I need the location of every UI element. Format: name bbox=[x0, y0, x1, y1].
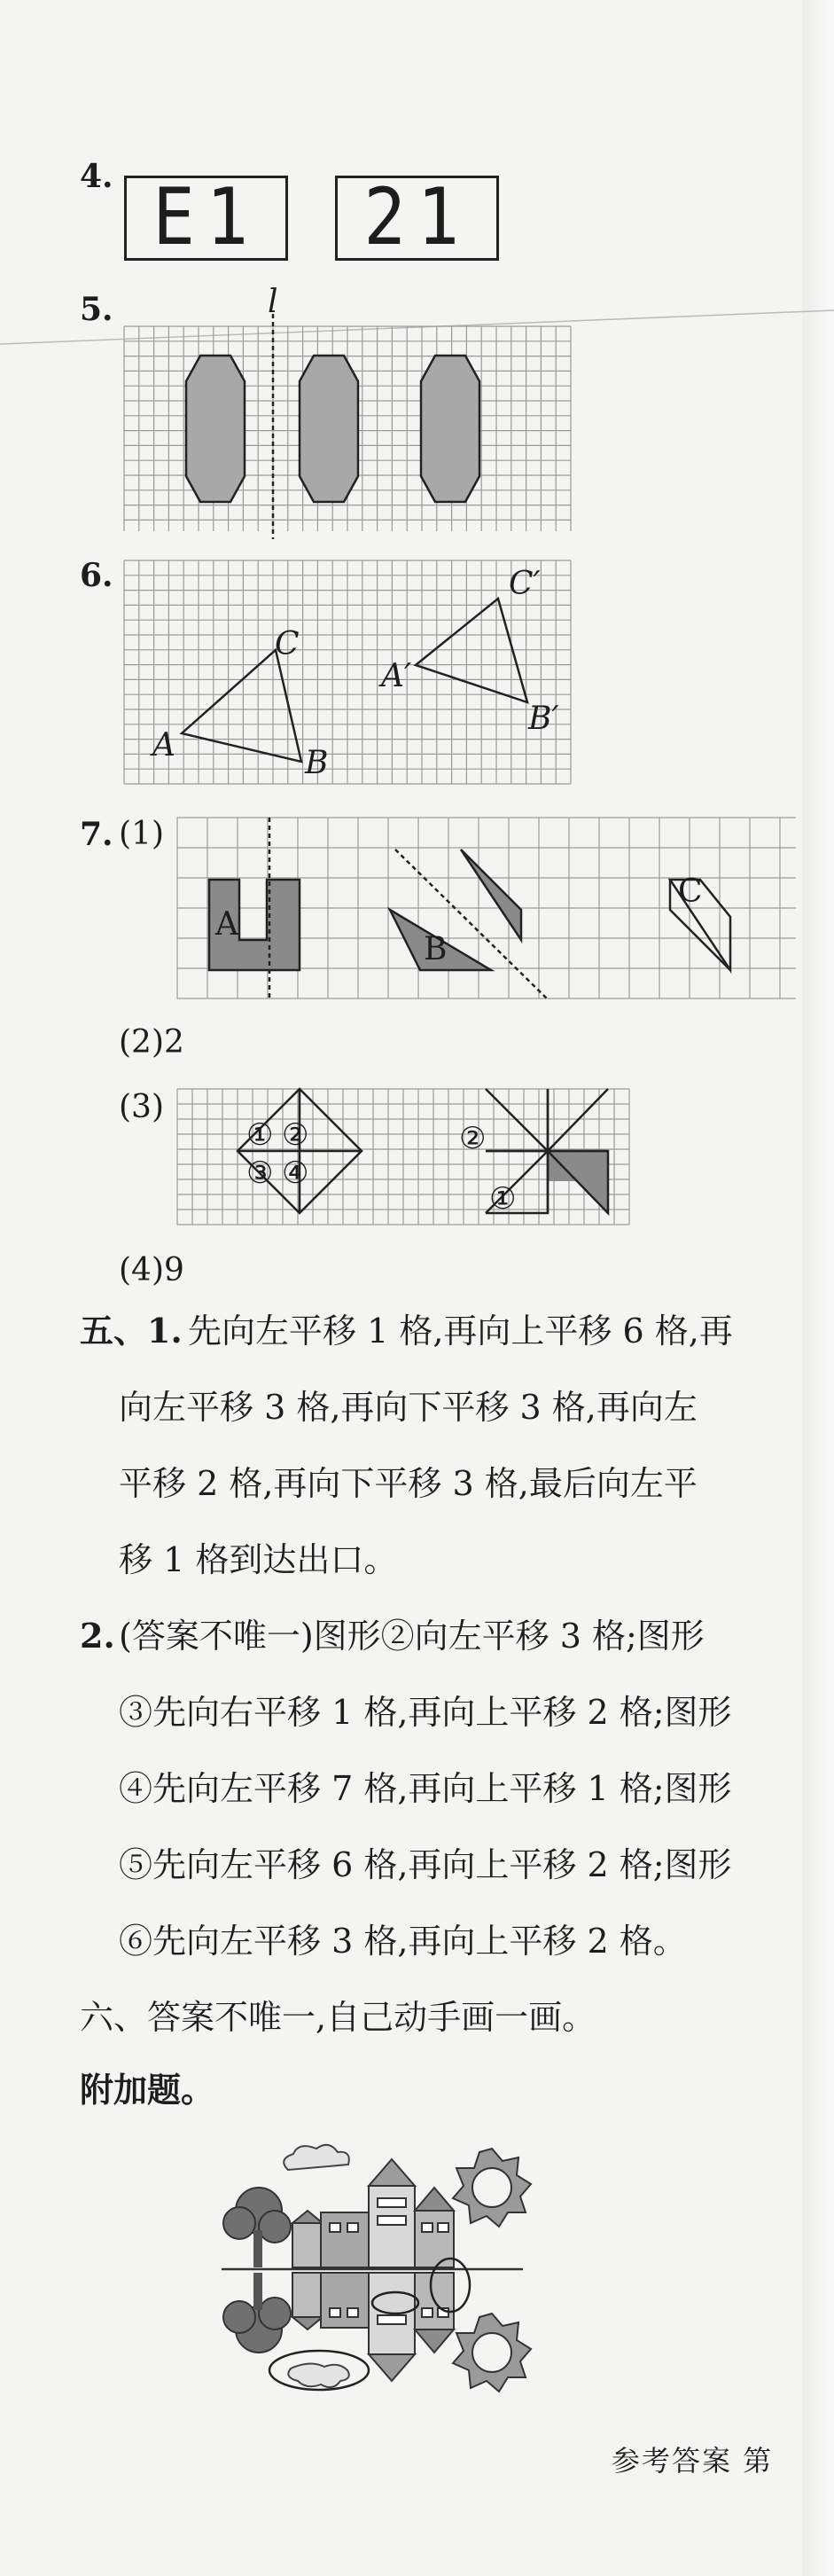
q5-grid bbox=[124, 326, 572, 535]
q7-part1-grid bbox=[177, 818, 802, 999]
q7-part3-label: (3) bbox=[119, 1089, 164, 1125]
q7-circled-1: ① bbox=[246, 1117, 274, 1153]
q6-label-B-prime: B′ bbox=[528, 701, 559, 737]
q7-circled-3: ③ bbox=[246, 1155, 274, 1191]
s5-heading: 五、1. bbox=[80, 1311, 183, 1351]
buildings-top bbox=[292, 2159, 454, 2267]
s6-text: 六、答案不唯一,自己动手画一画。 bbox=[80, 1998, 596, 2037]
s5-line-1: 先向左平移 1 格,再向上平移 6 格,再 bbox=[188, 1311, 733, 1351]
s5q2-line-5: ⑥先向左平移 3 格,再向上平移 2 格。 bbox=[119, 1922, 687, 1961]
tree-reflection bbox=[223, 2273, 291, 2353]
q5-number: 5. bbox=[80, 291, 113, 328]
q5-hexagon-middle bbox=[300, 356, 358, 502]
q6-label-B: B bbox=[305, 745, 329, 781]
q6-grid bbox=[124, 560, 572, 791]
q7-label-A: A bbox=[215, 906, 238, 943]
q5-hexagon-left bbox=[186, 356, 245, 502]
s5-line-3: 平移 2 格,再向下平移 3 格,最后向左平 bbox=[119, 1464, 698, 1503]
s5q2-line-1: (答案不唯一)图形②向左平移 3 格;图形 bbox=[119, 1617, 705, 1656]
q5-hexagon-right bbox=[421, 356, 479, 502]
s5q2-number: 2. bbox=[80, 1616, 115, 1656]
q7-part4-answer: (4)9 bbox=[119, 1252, 184, 1288]
page-footer: 参考答案 第 bbox=[612, 2444, 774, 2478]
q7-pinwheel-shaded-tri bbox=[548, 1151, 608, 1213]
q5-axis-label: l bbox=[268, 284, 278, 320]
q7-part3-grid bbox=[177, 1089, 629, 1226]
q6-triangle-a2b2c2 bbox=[416, 599, 527, 702]
cloud-top bbox=[284, 2145, 349, 2170]
tree-top bbox=[223, 2188, 291, 2267]
s5-line-2: 向左平移 3 格,再向下平移 3 格,再向左 bbox=[119, 1388, 698, 1427]
bonus-title: 附加题。 bbox=[80, 2070, 215, 2110]
q6-label-A: A bbox=[152, 727, 175, 763]
s5q2-line-3: ④先向左平移 7 格,再向上平移 1 格;图形 bbox=[119, 1769, 732, 1808]
sun-top bbox=[453, 2149, 531, 2227]
cloud-reflection bbox=[288, 2363, 348, 2387]
q7-pinwheel-label-2: ② bbox=[459, 1121, 487, 1156]
q7-circled-4: ④ bbox=[282, 1155, 309, 1191]
q4-display-text-1: E1 bbox=[152, 171, 260, 262]
q4-display-box-2 bbox=[335, 171, 499, 262]
q7-part2-answer: (2)2 bbox=[119, 1024, 184, 1061]
q6-label-A-prime: A′ bbox=[381, 658, 412, 694]
sun-reflection bbox=[453, 2314, 531, 2392]
q6-label-C: C bbox=[275, 626, 300, 662]
page-right-edge bbox=[802, 0, 834, 2576]
s5q2-line-2: ③先向右平移 1 格,再向上平移 2 格;图形 bbox=[119, 1693, 732, 1732]
q6-number: 6. bbox=[80, 557, 113, 594]
q7-shape-B-upper bbox=[461, 850, 521, 940]
q7-number: 7. bbox=[80, 816, 113, 853]
bonus-reflection-picture bbox=[222, 2141, 576, 2408]
q6-label-C-prime: C′ bbox=[509, 566, 541, 602]
q6-triangle-abc bbox=[182, 650, 301, 762]
q7-part1-label: (1) bbox=[119, 816, 164, 852]
q7-label-B: B bbox=[424, 931, 448, 967]
q7-label-C: C bbox=[678, 873, 703, 910]
q7-circled-2: ② bbox=[282, 1117, 309, 1153]
s5q2-line-4: ⑤先向左平移 6 格,再向上平移 2 格;图形 bbox=[119, 1845, 732, 1884]
q7-pinwheel-label-1: ① bbox=[489, 1181, 517, 1217]
q4-number: 4. bbox=[80, 158, 113, 195]
q4-display-text-2: 21 bbox=[363, 171, 471, 262]
q4-display-box-1 bbox=[124, 171, 288, 262]
s5-line-4: 移 1 格到达出口。 bbox=[119, 1540, 398, 1579]
